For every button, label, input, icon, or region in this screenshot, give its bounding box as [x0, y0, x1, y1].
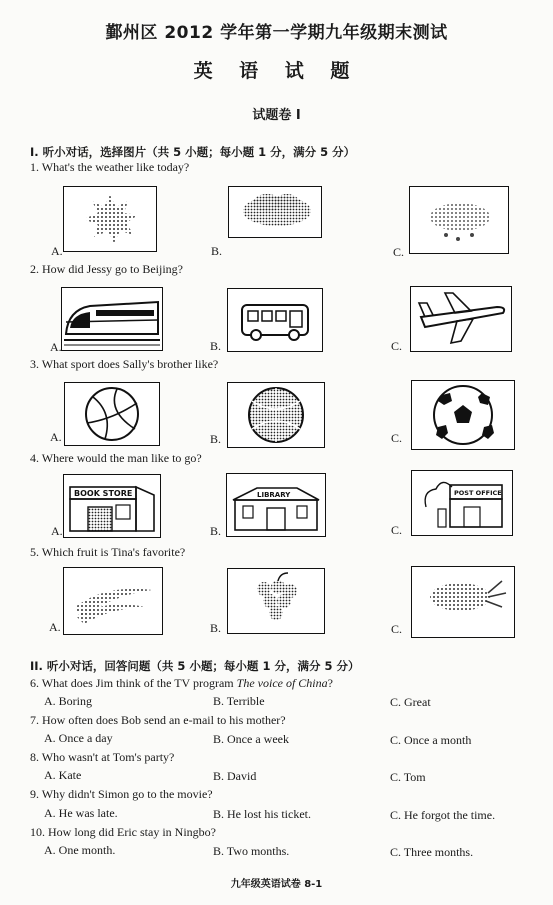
q7-option-b[interactable]: B. Once a week: [213, 732, 289, 746]
page-footer: 九年级英语试卷 8-1: [230, 879, 323, 890]
bookstore-picture[interactable]: [63, 474, 161, 538]
grapes-icon: [228, 569, 324, 633]
cloudy-picture[interactable]: [228, 186, 322, 238]
volleyball-icon: [65, 383, 159, 445]
q3-option-a-label: A.: [50, 430, 62, 444]
section-1-heading: I. 听小对话，选择图片（共 5 小题；每小题 1 分，满分 5 分）: [30, 145, 356, 159]
q8-option-a[interactable]: A. Kate: [44, 768, 82, 782]
question-3-text: 3. What sport does Sally's brother like?: [30, 357, 219, 371]
q3-option-b-label: B.: [210, 432, 222, 446]
q5-option-b-label: B.: [210, 621, 222, 635]
bananas-picture[interactable]: [63, 567, 163, 635]
q4-option-c-label: C.: [391, 523, 403, 537]
banana-icon: [64, 568, 162, 634]
bus-icon: [228, 289, 322, 351]
q10-option-a[interactable]: A. One month.: [44, 843, 116, 857]
bookstore-icon: [64, 475, 160, 537]
volleyball-picture[interactable]: [64, 382, 160, 446]
q6-option-c[interactable]: C. Great: [390, 695, 431, 709]
basketball-picture[interactable]: [227, 382, 325, 448]
q1-option-c-label: C.: [393, 245, 405, 259]
soccer-ball-icon: [412, 381, 514, 449]
q7-option-c[interactable]: C. Once a month: [390, 733, 472, 747]
paper-label: 试题卷 I: [252, 108, 301, 123]
basketball-icon: [228, 383, 324, 447]
grapes-picture[interactable]: [227, 568, 325, 634]
section-2-heading: II. 听小对话，回答问题（共 5 小题；每小题 1 分，满分 5 分）: [30, 659, 360, 673]
q7-option-a[interactable]: A. Once a day: [44, 731, 113, 745]
question-10-text: 10. How long did Eric stay in Ningbo?: [30, 825, 216, 839]
sunny-icon: [64, 187, 156, 251]
q8-option-c[interactable]: C. Tom: [390, 770, 426, 784]
q5-option-a-label: A.: [49, 620, 61, 634]
plane-icon: [411, 287, 511, 351]
q4-option-b-label: B.: [210, 524, 222, 538]
question-4-text: 4. Where would the man like to go?: [30, 451, 202, 465]
pineapple-icon: [412, 567, 514, 637]
question-1-text: 1. What's the weather like today?: [30, 160, 190, 174]
q8-option-b[interactable]: B. David: [213, 769, 257, 783]
post-office-icon: [412, 471, 512, 535]
q1-option-a-label: A.: [51, 244, 63, 258]
snow-picture[interactable]: [409, 186, 509, 254]
library-icon: [227, 474, 325, 536]
plane-picture[interactable]: [410, 286, 512, 352]
snow-icon: [410, 187, 508, 253]
q2-option-b-label: B.: [210, 339, 222, 353]
q9-option-c[interactable]: C. He forgot the time.: [390, 808, 496, 822]
q10-option-b[interactable]: B. Two months.: [213, 844, 290, 858]
question-5-text: 5. Which fruit is Tina's favorite?: [30, 545, 186, 559]
q2-option-a-label: A.: [50, 340, 62, 354]
question-7-text: 7. How often does Bob send an e-mail to his mother?: [30, 713, 286, 727]
bus-picture[interactable]: [227, 288, 323, 352]
bookstore-sign: BOOK STORE: [74, 489, 133, 498]
question-8-text: 8. Who wasn't at Tom's party?: [30, 750, 175, 764]
train-picture[interactable]: [61, 287, 163, 351]
post-office-sign: POST OFFICE: [454, 489, 502, 497]
sunny-picture[interactable]: [63, 186, 157, 252]
q1-option-b-label: B.: [211, 244, 223, 258]
library-sign: LIBRARY: [257, 491, 291, 499]
tv-program-title: The voice of China: [236, 676, 328, 690]
soccer-ball-picture[interactable]: [411, 380, 515, 450]
question-2-text: 2. How did Jessy go to Beijing?: [30, 262, 183, 276]
exam-title: 鄞州区 2012 学年第一学期九年级期末测试: [105, 23, 448, 43]
q2-option-c-label: C.: [391, 339, 403, 353]
q9-option-b[interactable]: B. He lost his ticket.: [213, 807, 311, 821]
library-picture[interactable]: [226, 473, 326, 537]
cloud-icon: [229, 187, 321, 237]
q5-option-c-label: C.: [391, 622, 403, 636]
q10-option-c[interactable]: C. Three months.: [390, 845, 474, 859]
train-icon: [62, 288, 162, 350]
question-9-text: 9. Why didn't Simon go to the movie?: [30, 787, 213, 801]
question-6-text: [30, 676, 333, 691]
q6-option-a[interactable]: A. Boring: [44, 694, 92, 708]
pineapple-picture[interactable]: [411, 566, 515, 638]
post-office-picture[interactable]: [411, 470, 513, 536]
q4-option-a-label: A.: [51, 524, 63, 538]
question-6-prefix: 6. What does Jim think of the TV program: [30, 676, 237, 690]
q6-option-b[interactable]: B. Terrible: [213, 694, 265, 708]
q3-option-c-label: C.: [391, 431, 403, 445]
q9-option-a[interactable]: A. He was late.: [44, 806, 118, 820]
exam-subtitle: 英 语 试 题: [193, 60, 360, 82]
question-6-suffix: ?: [327, 676, 333, 690]
